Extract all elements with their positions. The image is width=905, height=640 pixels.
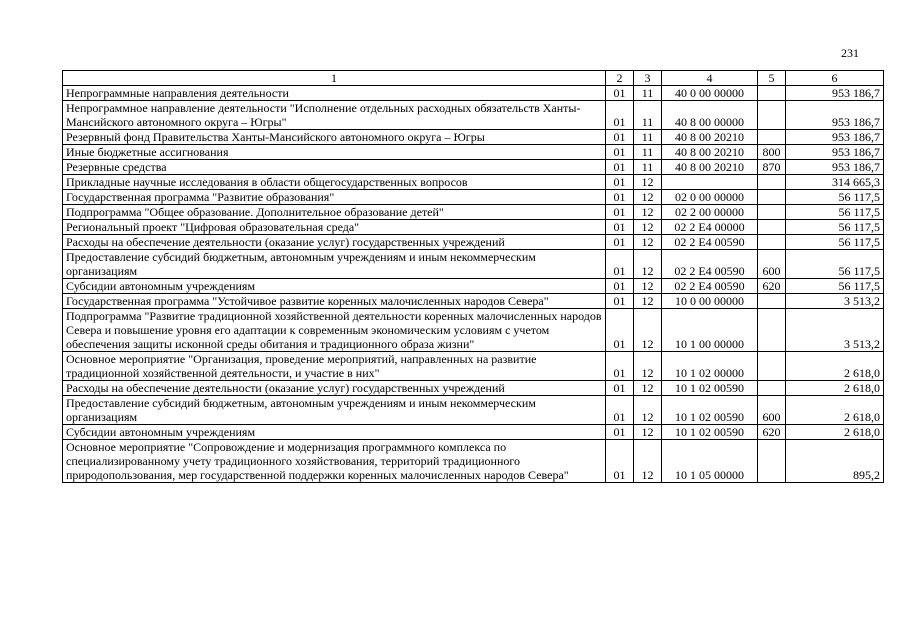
row-amount-cell: 953 186,7 (786, 86, 884, 101)
row-amount-cell: 953 186,7 (786, 160, 884, 175)
row-amount-cell: 2 618,0 (786, 381, 884, 396)
table-row (63, 294, 884, 309)
row-expense-type-cell: 870 (758, 160, 786, 175)
row-target-article-cell: 10 1 02 00590 (662, 425, 758, 440)
row-section-cell: 01 (606, 352, 634, 381)
row-subsection-cell: 12 (634, 309, 662, 352)
row-expense-type-cell (758, 235, 786, 250)
table-row (63, 250, 884, 279)
row-section-cell: 01 (606, 279, 634, 294)
row-target-article-cell: 10 0 00 00000 (662, 294, 758, 309)
row-section-cell: 01 (606, 425, 634, 440)
row-section-cell: 01 (606, 145, 634, 160)
row-amount-cell: 2 618,0 (786, 425, 884, 440)
row-amount-cell: 56 117,5 (786, 250, 884, 279)
row-subsection-cell: 12 (634, 294, 662, 309)
row-name-cell: Основное мероприятие "Организация, проведение мероприятий, направленных на развитие традиционной хозяйственной деятельности, и участие в них" (63, 352, 606, 381)
row-name-cell: Прикладные научные исследования в области общегосударственных вопросов (63, 175, 606, 190)
row-amount-cell: 56 117,5 (786, 279, 884, 294)
page-number: 231 (841, 46, 859, 60)
row-subsection-cell: 11 (634, 130, 662, 145)
row-amount-cell: 3 513,2 (786, 294, 884, 309)
row-amount-cell: 953 186,7 (786, 130, 884, 145)
row-section-cell: 01 (606, 440, 634, 483)
row-amount-cell: 56 117,5 (786, 220, 884, 235)
row-subsection-cell: 11 (634, 101, 662, 130)
column-header-section: 2 (606, 71, 634, 86)
table-row (63, 235, 884, 250)
row-amount-cell: 2 618,0 (786, 352, 884, 381)
row-name-cell: Основное мероприятие "Сопровождение и модернизация программного комплекса по специализированному учету традиционного хозяйствования, территорий традиционного природопользования, мер государственной поддержки коренных малочисленных народов Севера" (63, 440, 606, 483)
row-target-article-cell: 10 1 02 00590 (662, 381, 758, 396)
row-name-cell: Иные бюджетные ассигнования (63, 145, 606, 160)
row-amount-cell: 56 117,5 (786, 190, 884, 205)
row-expense-type-cell (758, 294, 786, 309)
row-subsection-cell: 12 (634, 352, 662, 381)
row-target-article-cell: 40 8 00 20210 (662, 145, 758, 160)
row-section-cell: 01 (606, 381, 634, 396)
row-section-cell: 01 (606, 220, 634, 235)
row-expense-type-cell (758, 190, 786, 205)
row-name-cell: Государственная программа "Устойчивое развитие коренных малочисленных народов Севера" (63, 294, 606, 309)
table-row (63, 145, 884, 160)
row-expense-type-cell (758, 220, 786, 235)
row-subsection-cell: 12 (634, 235, 662, 250)
row-name-cell: Подпрограмма "Развитие традиционной хозяйственной деятельности коренных малочисленных народов Севера и повышение уровня его адаптации к современным экономическим условиям с учетом обеспечения защиты исконной среды обитания и традиционного образа жизни" (63, 309, 606, 352)
table-row (63, 86, 884, 101)
row-target-article-cell: 40 8 00 00000 (662, 101, 758, 130)
table-row (63, 175, 884, 190)
row-target-article-cell: 40 8 00 20210 (662, 160, 758, 175)
row-section-cell: 01 (606, 294, 634, 309)
table-row (63, 220, 884, 235)
table-row (63, 160, 884, 175)
row-section-cell: 01 (606, 130, 634, 145)
row-name-cell: Субсидии автономным учреждениям (63, 279, 606, 294)
row-expense-type-cell (758, 352, 786, 381)
row-amount-cell: 314 665,3 (786, 175, 884, 190)
row-section-cell: 01 (606, 205, 634, 220)
row-amount-cell: 953 186,7 (786, 101, 884, 130)
row-expense-type-cell (758, 309, 786, 352)
row-amount-cell: 3 513,2 (786, 309, 884, 352)
column-header-name: 1 (63, 71, 606, 86)
table-row (63, 190, 884, 205)
row-section-cell: 01 (606, 160, 634, 175)
table-row (63, 425, 884, 440)
row-expense-type-cell (758, 86, 786, 101)
column-header-target-article: 4 (662, 71, 758, 86)
row-name-cell: Государственная программа "Развитие образования" (63, 190, 606, 205)
row-subsection-cell: 12 (634, 220, 662, 235)
table-header-row (63, 71, 884, 86)
row-amount-cell: 895,2 (786, 440, 884, 483)
row-name-cell: Непрограммное направление деятельности "Исполнение отдельных расходных обязательств Ханты-Мансийского автономного округа – Югры" (63, 101, 606, 130)
column-header-amount: 6 (786, 71, 884, 86)
row-subsection-cell: 12 (634, 440, 662, 483)
row-name-cell: Резервные средства (63, 160, 606, 175)
row-subsection-cell: 11 (634, 86, 662, 101)
row-expense-type-cell: 620 (758, 279, 786, 294)
row-section-cell: 01 (606, 190, 634, 205)
row-name-cell: Расходы на обеспечение деятельности (оказание услуг) государственных учреждений (63, 235, 606, 250)
row-amount-cell: 2 618,0 (786, 396, 884, 425)
row-subsection-cell: 12 (634, 396, 662, 425)
row-name-cell: Расходы на обеспечение деятельности (оказание услуг) государственных учреждений (63, 381, 606, 396)
row-subsection-cell: 12 (634, 205, 662, 220)
row-target-article-cell: 02 2 00 00000 (662, 205, 758, 220)
row-name-cell: Предоставление субсидий бюджетным, автономным учреждениям и иным некоммерческим организациям (63, 396, 606, 425)
row-expense-type-cell (758, 101, 786, 130)
row-target-article-cell: 40 8 00 20210 (662, 130, 758, 145)
table-row (63, 279, 884, 294)
table-row (63, 352, 884, 381)
table-row (63, 130, 884, 145)
row-section-cell: 01 (606, 86, 634, 101)
row-subsection-cell: 11 (634, 160, 662, 175)
row-target-article-cell: 10 1 02 00590 (662, 396, 758, 425)
row-section-cell: 01 (606, 309, 634, 352)
row-name-cell: Непрограммные направления деятельности (63, 86, 606, 101)
row-amount-cell: 56 117,5 (786, 235, 884, 250)
row-section-cell: 01 (606, 396, 634, 425)
row-expense-type-cell: 600 (758, 396, 786, 425)
row-section-cell: 01 (606, 101, 634, 130)
row-subsection-cell: 12 (634, 250, 662, 279)
row-section-cell: 01 (606, 250, 634, 279)
row-target-article-cell (662, 175, 758, 190)
row-target-article-cell: 40 0 00 00000 (662, 86, 758, 101)
row-target-article-cell: 02 2 E4 00590 (662, 279, 758, 294)
table-row (63, 396, 884, 425)
row-expense-type-cell (758, 130, 786, 145)
row-target-article-cell: 10 1 02 00000 (662, 352, 758, 381)
row-name-cell: Региональный проект "Цифровая образовательная среда" (63, 220, 606, 235)
row-expense-type-cell (758, 205, 786, 220)
table-row (63, 440, 884, 483)
row-name-cell: Предоставление субсидий бюджетным, автономным учреждениям и иным некоммерческим организациям (63, 250, 606, 279)
row-expense-type-cell: 600 (758, 250, 786, 279)
table-row (63, 309, 884, 352)
row-target-article-cell: 02 2 E4 00590 (662, 235, 758, 250)
row-subsection-cell: 12 (634, 279, 662, 294)
row-target-article-cell: 02 0 00 00000 (662, 190, 758, 205)
table-row (63, 205, 884, 220)
row-amount-cell: 953 186,7 (786, 145, 884, 160)
row-expense-type-cell: 800 (758, 145, 786, 160)
column-header-subsection: 3 (634, 71, 662, 86)
row-expense-type-cell (758, 440, 786, 483)
row-name-cell: Резервный фонд Правительства Ханты-Мансийского автономного округа – Югры (63, 130, 606, 145)
row-subsection-cell: 12 (634, 175, 662, 190)
row-target-article-cell: 10 1 05 00000 (662, 440, 758, 483)
row-amount-cell: 56 117,5 (786, 205, 884, 220)
row-name-cell: Подпрограмма "Общее образование. Дополнительное образование детей" (63, 205, 606, 220)
table-row (63, 381, 884, 396)
column-header-expense-type: 5 (758, 71, 786, 86)
row-target-article-cell: 02 2 E4 00000 (662, 220, 758, 235)
row-expense-type-cell: 620 (758, 425, 786, 440)
row-section-cell: 01 (606, 235, 634, 250)
table-row (63, 101, 884, 130)
budget-table (62, 70, 884, 483)
row-subsection-cell: 12 (634, 381, 662, 396)
row-target-article-cell: 10 1 00 00000 (662, 309, 758, 352)
row-subsection-cell: 12 (634, 425, 662, 440)
row-expense-type-cell (758, 381, 786, 396)
row-target-article-cell: 02 2 E4 00590 (662, 250, 758, 279)
row-subsection-cell: 12 (634, 190, 662, 205)
row-section-cell: 01 (606, 175, 634, 190)
row-expense-type-cell (758, 175, 786, 190)
row-subsection-cell: 11 (634, 145, 662, 160)
row-name-cell: Субсидии автономным учреждениям (63, 425, 606, 440)
